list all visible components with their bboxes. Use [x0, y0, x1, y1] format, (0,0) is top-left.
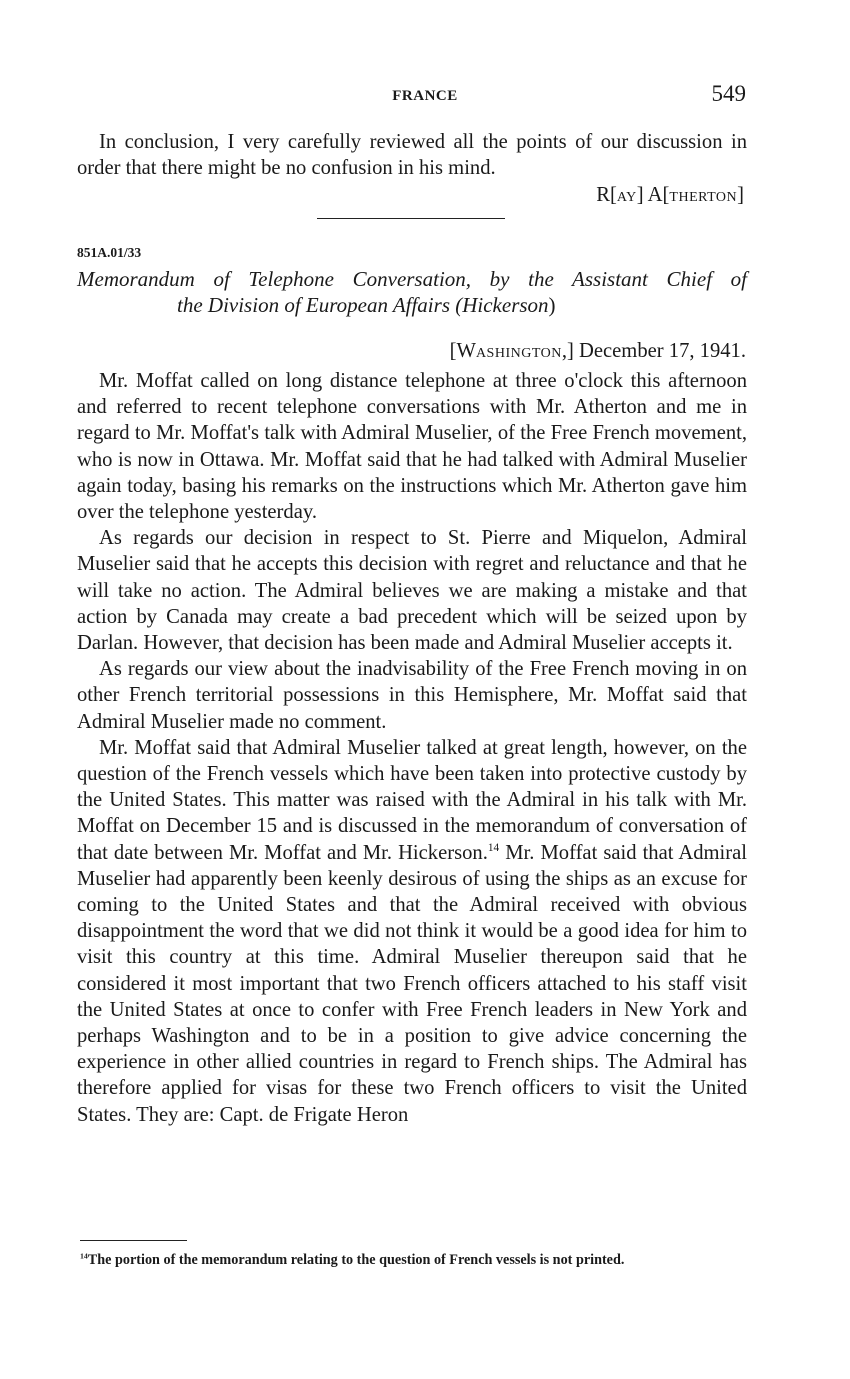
signature: R[AY] A[THERTON]: [596, 184, 744, 206]
dateline-date: December 17, 1941.: [579, 340, 746, 362]
running-head: [0, 81, 850, 108]
footnote: [80, 1251, 750, 1269]
file-number: 851A.01/33: [77, 245, 142, 260]
paragraph-4: Mr. Moffat said that Admiral Muselier talked at great length, however, on the question of the French vessels which have been taken into protective custody by the United States. This matter was raised with the Admiral in his talk with Mr. Moffat on December 15 and is discussed in the memorandum of conversation of that date between Mr. Moffat and Mr. Hickerson.$^{14}$ Mr. Moffat said that Admiral Muselier had apparently been keenly desirous of using the ships as an excuse for coming to the United States and that the Admiral received with obvious disappointment the word that we did not think it would be a good idea for him to visit this country at this time. Admiral Muselier thereupon said that he considered it most important that two French officers attached to his staff visit the United States at once to confer with Free French leaders in New York and perhaps Washington and to be in a position to give advice concerning the experience in other allied countries in regard to French ships. The Admiral has therefore applied for visas for these two French officers to visit the United States. They are: Capt. de Frigate Heron: [77, 736, 747, 1126]
signature-ay: AY: [616, 190, 637, 205]
paragraph-3: As regards our view about the inadvisability of the Free French moving in on other French territorial possessions in this Hemisphere, Mr. Moffat said that Admiral Muselier made no comment.: [77, 658, 747, 733]
document-title-line2: the Division of European Affairs (Hickerson): [177, 293, 556, 317]
signature-therton: THERTON: [669, 190, 738, 205]
footnote-text: The portion of the memorandum relating to the question of French vessels is not printed.: [87, 1252, 625, 1268]
section-divider: [317, 218, 505, 219]
paragraph-1: Mr. Moffat called on long distance telephone at three o'clock this afternoon and referred to recent telephone conversations with Mr. Atherton and me in regard to Mr. Moffat's talk with Admiral Muselier, of the Free French movement, who is now in Ottawa. Mr. Moffat said that he had talked with Admiral Muselier again today, basing his remarks on the instructions which Mr. Atherton gave him over the telephone yesterday.: [77, 370, 747, 524]
memorandum-body: [77, 368, 747, 1128]
footnote-rule: [80, 1240, 187, 1241]
continuation-paragraph: In conclusion, I very carefully reviewed all the points of our discussion in order that there might be no confusion in his mind.: [77, 131, 747, 180]
footnote-number: 14: [80, 1251, 88, 1261]
dateline: [WASHINGTON,] December 17, 1941.: [449, 340, 746, 362]
footnote-reference: 14: [487, 841, 500, 854]
page-number: 549: [711, 81, 746, 106]
document-title: [77, 266, 747, 318]
paragraph-2: As regards our decision in respect to St. Pierre and Miquelon, Admiral Muselier said that he accepts this decision with regret and reluctance and that he will take no action. The Admiral believes we are making a mistake and that action by Canada may create a bad precedent which will be seized upon by Darlan. However, that decision has been made and Admiral Muselier accepts it.: [77, 527, 747, 655]
document-title-line1: Memorandum of Telephone Conversation, by the Assistant Chief of: [77, 267, 747, 291]
running-head-title: FRANCE: [392, 88, 458, 104]
